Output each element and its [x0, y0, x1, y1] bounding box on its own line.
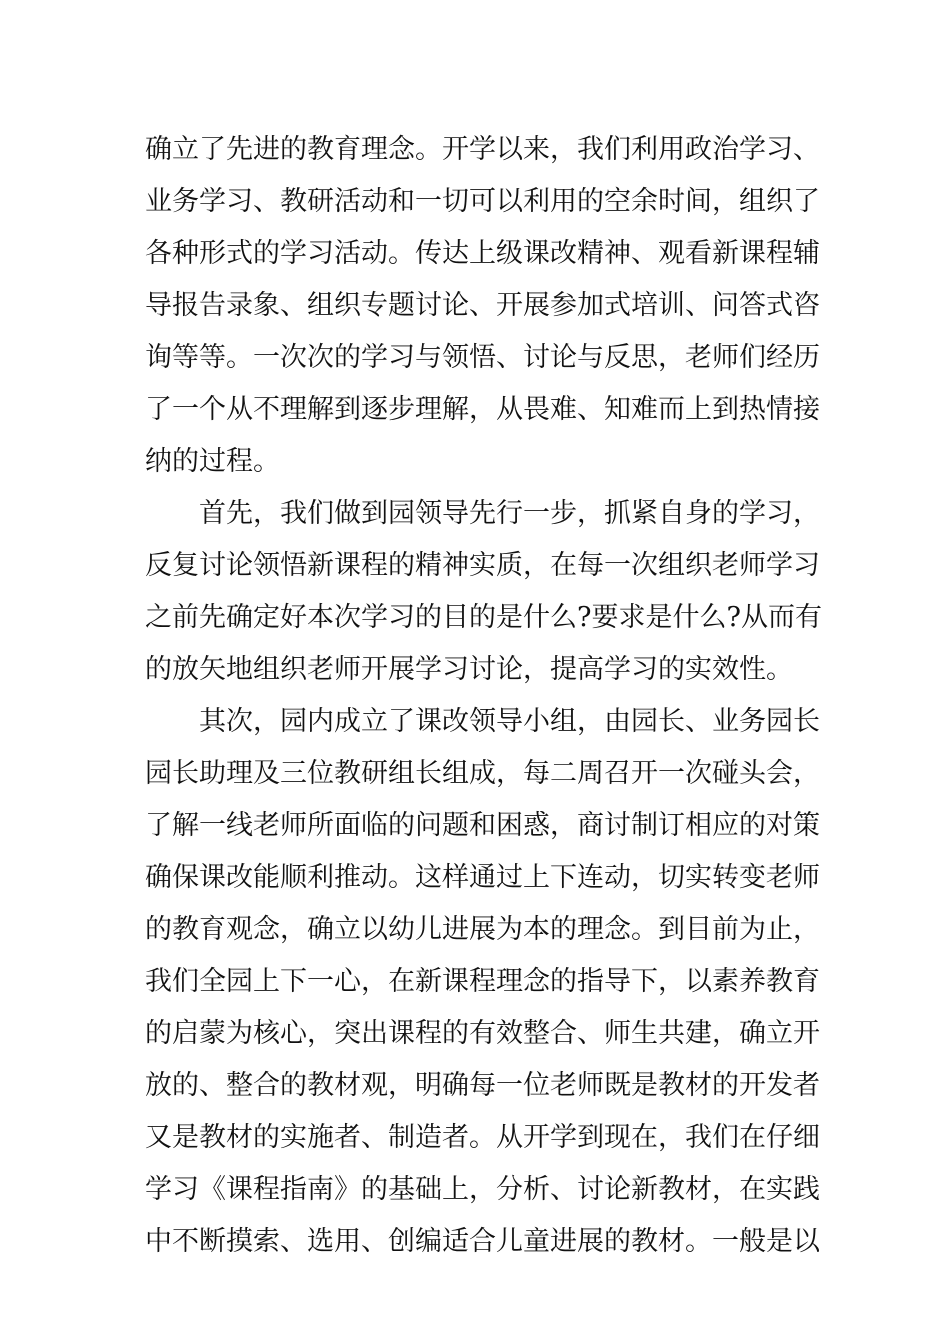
text-line: 我们全园上下一心，在新课程理念的指导下，以素养教育 [145, 966, 820, 997]
text-line: 了解一线老师所面临的问题和困惑，商讨制订相应的对策 [145, 810, 820, 841]
paragraph-first-line: 其次，园内成立了课改领导小组，由园长、业务园长 [199, 706, 820, 737]
text-line: 导报告录象、组织专题讨论、开展参加式培训、问答式咨 [145, 290, 820, 321]
text-line: 纳的过程。 [145, 446, 280, 477]
text-line: 园长助理及三位教研组长组成，每二周召开一次碰头会， [145, 758, 820, 789]
text-line: 询等等。一次次的学习与领悟、讨论与反思，老师们经历 [145, 342, 820, 373]
text-line: 的放矢地组织老师开展学习讨论，提高学习的实效性。 [145, 654, 793, 685]
text-line: 确立了先进的教育理念。开学以来，我们利用政治学习、 [145, 134, 820, 165]
text-line: 学习《课程指南》的基础上，分析、讨论新教材，在实践 [145, 1174, 820, 1205]
text-line: 了一个从不理解到逐步理解，从畏难、知难而上到热情接 [145, 394, 820, 425]
text-line: 业务学习、教研活动和一切可以利用的空余时间，组织了 [145, 186, 820, 217]
text-line: 的教育观念，确立以幼儿进展为本的理念。到目前为止， [145, 914, 820, 945]
text-line: 各种形式的学习活动。传达上级课改精神、观看新课程辅 [145, 238, 820, 269]
text-line: 之前先确定好本次学习的目的是什么?要求是什么?从而有 [145, 602, 822, 633]
text-line: 又是教材的实施者、制造者。从开学到现在，我们在仔细 [145, 1122, 820, 1153]
text-line: 中不断摸索、选用、创编适合儿童进展的教材。一般是以 [145, 1226, 820, 1257]
paragraph-first-line: 首先，我们做到园领导先行一步，抓紧自身的学习， [199, 498, 820, 529]
text-line: 的启蒙为核心，突出课程的有效整合、师生共建，确立开 [145, 1018, 820, 1049]
text-line: 放的、整合的教材观，明确每一位老师既是教材的开发者 [145, 1070, 820, 1101]
text-line: 反复讨论领悟新课程的精神实质，在每一次组织老师学习 [145, 550, 820, 581]
text-line: 确保课改能顺利推动。这样通过上下连动，切实转变老师 [145, 862, 820, 893]
